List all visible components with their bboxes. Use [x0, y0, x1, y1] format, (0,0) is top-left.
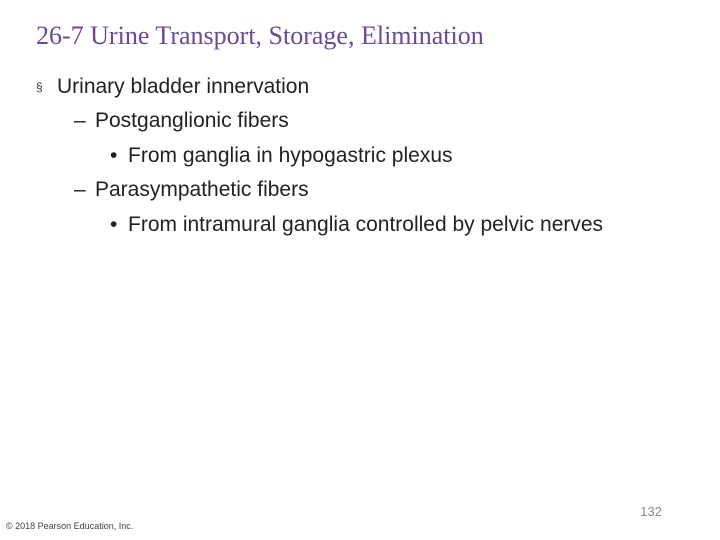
square-bullet-icon: §: [36, 80, 43, 94]
dash-bullet-icon: –: [74, 178, 86, 201]
bullet-text: Urinary bladder innervation: [57, 75, 310, 98]
dot-bullet-icon: •: [110, 144, 118, 167]
copyright-notice: © 2018 Pearson Education, Inc.: [6, 521, 134, 531]
bullet-text: Postganglionic fibers: [95, 109, 289, 132]
slide-title: 26-7 Urine Transport, Storage, Elimination: [36, 21, 484, 50]
page-number: 132: [640, 504, 662, 519]
bullet-text: From intramural ganglia controlled by pelvic nerves: [128, 213, 604, 236]
bullet-text: Parasympathetic fibers: [95, 178, 309, 201]
bullet-text: From ganglia in hypogastric plexus: [128, 144, 453, 167]
dash-bullet-icon: –: [74, 109, 86, 132]
dot-bullet-icon: •: [110, 213, 118, 236]
